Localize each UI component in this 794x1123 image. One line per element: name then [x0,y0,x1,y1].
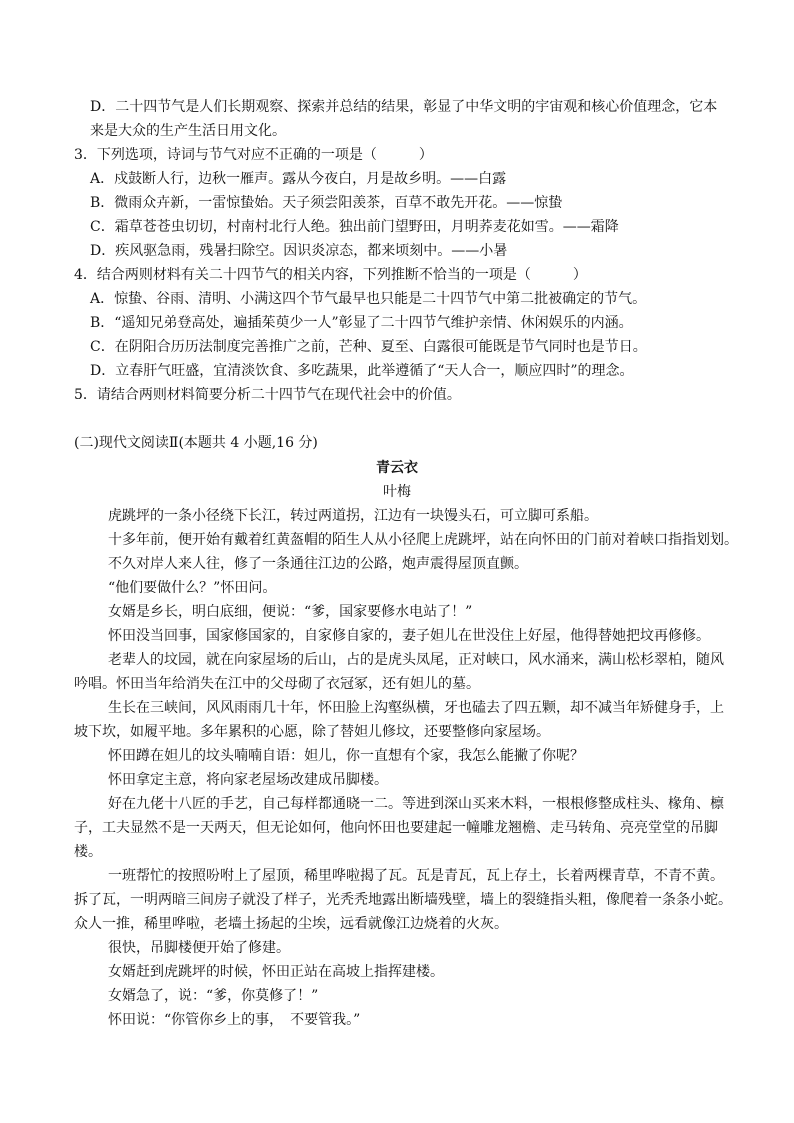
story-author: 叶梅 [383,484,411,500]
q3-option-d: D．疾风驱急雨，残暑扫除空。因识炎凉态，都来顷刻中。——小暑 [90,243,508,259]
story-paragraph-11-line1: 好在九佬十八匠的手艺，自己每样都通晓一二。等进到深山买来木料，一根根修整成柱头、椽角、檩 [108,796,724,812]
story-paragraph-14: 女婿赶到虎跳坪的时候，怀田正站在高坡上指挥建楼。 [108,964,444,980]
story-paragraph-5: 女婿是乡长，明白底细，便说：“爹，国家要修水电站了！” [108,604,473,620]
story-paragraph-2: 十多年前，便开始有戴着红黄盔帽的陌生人从小径爬上虎跳坪，站在向怀田的门前对着峡口指指划划。 [108,532,738,548]
story-paragraph-6: 怀田没当回事，国家修国家的，自家修自家的，妻子妲儿在世没住上好屋，他得替她把坟再修修。 [108,628,710,644]
story-paragraph-10: 怀田拿定主意，将向家老屋场改建成吊脚楼。 [108,772,388,788]
story-paragraph-12-line3: 众人一推，稀里哗啦，老墙土扬起的尘埃，远看就像江边烧着的火灰。 [74,916,508,932]
q2-option-d-line2: 来是大众的生产生活日用文化。 [90,123,286,139]
q4-option-d: D．立春肝气旺盛，宜清淡饮食、多吃蔬果，此举遵循了“天人合一，顺应四时”的理念。 [90,363,634,379]
story-paragraph-8-line1: 生长在三峡间，风风雨雨几十年，怀田脸上沟壑纵横，牙也磕去了四五颗，却不减当年矫健身手，上 [108,700,724,716]
q2-option-d-line1: D．二十四节气是人们长期观察、探索并总结的结果，彰显了中华文明的宇宙观和核心价值理念，它本 [90,99,718,115]
q3-option-c: C．霜草苍苍虫切切，村南村北行人绝。独出前门望野田，月明荞麦花如雪。——霜降 [90,219,619,235]
story-paragraph-12-line2: 拆了瓦，一明两暗三间房子就没了样子，光秃秃地露出断墙残壁，墙上的裂缝指头粗，像爬着一条条小蛇。 [74,892,732,908]
q4-option-c: C．在阴阳合历历法制度完善推广之前，芒种、夏至、白露很可能既是节气同时也是节日。 [90,339,647,355]
story-paragraph-3: 不久对岸人来人往，修了一条通往江边的公路，炮声震得屋顶直颤。 [108,556,528,572]
story-paragraph-15: 女婿急了，说：“爹，你莫修了！” [108,988,319,1004]
story-paragraph-11-line3: 楼。 [74,844,102,860]
story-paragraph-7-line2: 吟唱。怀田当年给消失在江中的父母砌了衣冠冢，还有妲儿的墓。 [74,676,480,692]
story-paragraph-16: 怀田说：“你管你乡上的事， 不要管我。” [108,1012,361,1028]
story-paragraph-11-line2: 子，工夫显然不是一天两天，但无论如何，他向怀田也要建起一幢雕龙翘檐、走马转角、亮亮堂堂的吊脚 [74,820,718,836]
q4-stem: 4．结合两则材料有关二十四节气的相关内容，下列推断不恰当的一项是（ ） [74,267,587,283]
story-title: 青云衣 [376,460,418,476]
story-paragraph-4: “他们要做什么？”怀田问。 [108,580,277,596]
story-paragraph-13: 很快，吊脚楼便开始了修建。 [108,940,290,956]
story-paragraph-1: 虎跳坪的一条小径绕下长江，转过两道拐，江边有一块馒头石，可立脚可系船。 [108,508,598,524]
q5-stem: 5．请结合两则材料简要分析二十四节气在现代社会中的价值。 [74,387,461,403]
q3-option-a: A．戍鼓断人行，边秋一雁声。露从今夜白，月是故乡明。——白露 [90,171,507,187]
section-heading: (二)现代文阅读Ⅱ(本题共 4 小题,16 分) [74,435,318,451]
q3-option-b: B．微雨众卉新，一雷惊蛰始。天子须尝阳羡茶，百草不敢先开花。——惊蛰 [90,195,563,211]
story-paragraph-8-line2: 坡下坎，如履平地。多年累积的心愿，除了替妲儿修坟，还要整修向家屋场。 [74,724,550,740]
story-paragraph-9: 怀田蹲在妲儿的坟头喃喃自语：妲儿，你一直想有个家，我怎么能撇了你呢？ [108,748,584,764]
story-paragraph-12-line1: 一班帮忙的按照吩咐上了屋顶，稀里哗啦揭了瓦。瓦是青瓦，瓦上存土，长着两棵青草，不青不黄。 [108,868,724,884]
q4-option-b: B．“遥知兄弟登高处，遍插茱萸少一人”彰显了二十四节气维护亲情、休闲娱乐的内涵。 [90,315,633,331]
story-paragraph-7-line1: 老辈人的坟园，就在向家屋场的后山，占的是虎头凤尾，正对峡口，风水涌来，满山松杉翠柏，随风 [108,652,724,668]
q3-stem: 3．下列选项，诗词与节气对应不正确的一项是（ ） [74,147,433,163]
q4-option-a: A．惊蛰、谷雨、清明、小满这四个节气最早也只能是二十四节气中第二批被确定的节气。 [90,291,647,307]
